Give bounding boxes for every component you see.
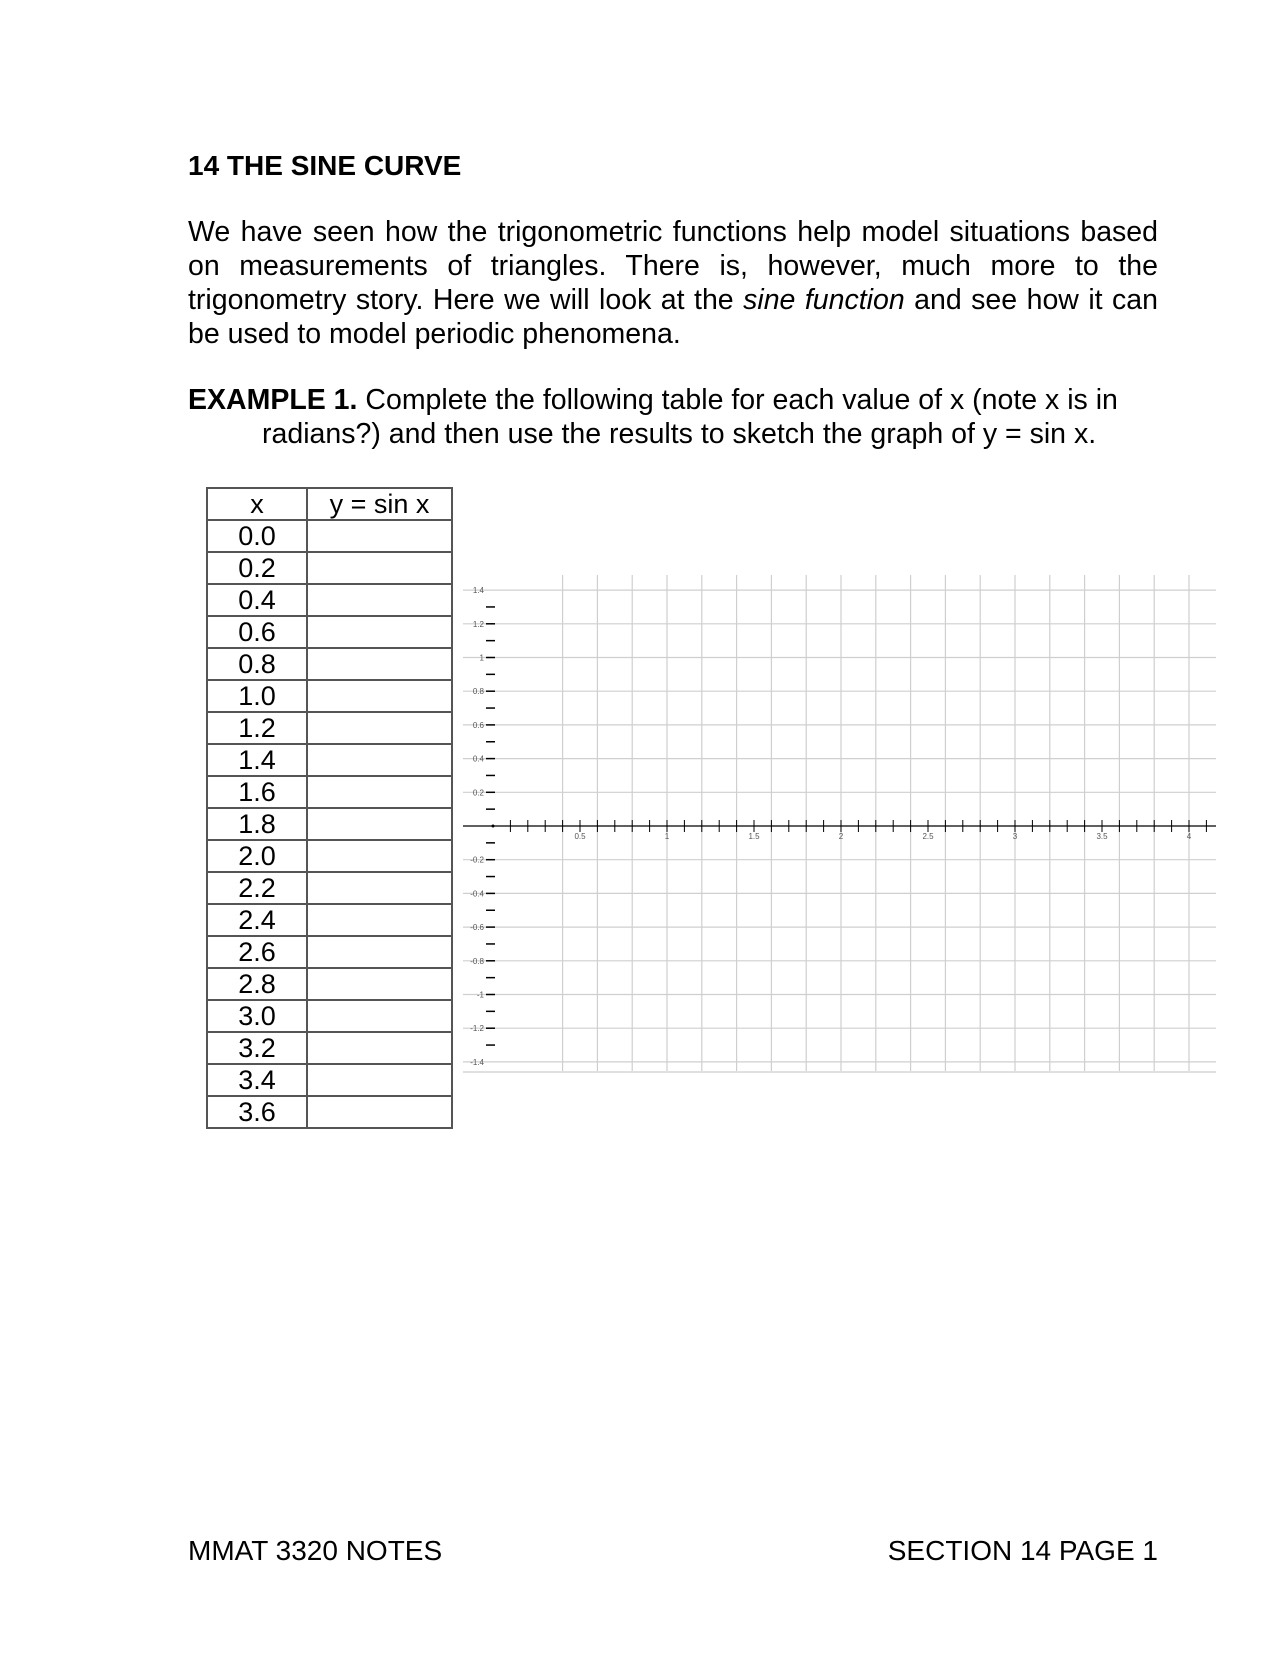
x-tick-label: 2 bbox=[838, 832, 844, 841]
intro-text: We have seen how the trigonometric functions help model situations based on measurements of triangles. There is, however, much more to the trigonometry story. Here we will look at the bbox=[188, 216, 1158, 316]
x-cell: 0.6 bbox=[207, 616, 307, 648]
x-cell: 3.4 bbox=[207, 1064, 307, 1096]
x-cell: 1.0 bbox=[207, 680, 307, 712]
header-y: y = sin x bbox=[307, 488, 452, 520]
x-tick-label: 1.5 bbox=[748, 832, 760, 841]
example-text: Complete the following table for each value of x (note x is in bbox=[357, 384, 1118, 416]
header-x: x bbox=[207, 488, 307, 520]
x-cell: 2.2 bbox=[207, 872, 307, 904]
y-tick-label: -1 bbox=[476, 990, 484, 1000]
intro-italic: sine function bbox=[743, 284, 905, 316]
origin-dot bbox=[492, 825, 495, 828]
x-cell: 1.8 bbox=[207, 808, 307, 840]
y-tick-label: -0.8 bbox=[470, 956, 484, 966]
x-tick-label: 2.5 bbox=[922, 832, 934, 841]
y-tick-label: 0.2 bbox=[472, 788, 484, 798]
footer-left: MMAT 3320 NOTES bbox=[188, 1535, 443, 1566]
x-cell: 2.0 bbox=[207, 840, 307, 872]
x-tick-label: 3 bbox=[1012, 832, 1018, 841]
x-cell: 1.2 bbox=[207, 712, 307, 744]
example-label: EXAMPLE 1. bbox=[188, 384, 358, 416]
x-tick-label: 4 bbox=[1186, 832, 1192, 841]
x-cell: 3.0 bbox=[207, 1000, 307, 1032]
x-tick-label: 0.5 bbox=[574, 832, 586, 841]
x-cell: 1.4 bbox=[207, 744, 307, 776]
y-tick-label: 0.6 bbox=[472, 720, 484, 730]
x-cell: 3.2 bbox=[207, 1032, 307, 1064]
y-tick-label: -0.6 bbox=[470, 923, 484, 933]
x-cell: 0.0 bbox=[207, 520, 307, 552]
x-cell: 2.6 bbox=[207, 936, 307, 968]
y-tick-label: 1 bbox=[479, 653, 484, 663]
example-text-2: radians?) and then use the results to sketch the graph of y = sin x. bbox=[262, 418, 1097, 450]
x-tick-label: 1 bbox=[664, 832, 670, 841]
y-tick-label: 0.8 bbox=[472, 687, 484, 697]
x-tick-label: 3.5 bbox=[1096, 832, 1108, 841]
x-cell: 3.6 bbox=[207, 1096, 307, 1128]
y-tick-label: 1.2 bbox=[472, 619, 484, 629]
x-cell: 0.2 bbox=[207, 552, 307, 584]
y-tick-label: -0.2 bbox=[470, 855, 484, 865]
y-tick-label: -1.2 bbox=[470, 1024, 484, 1034]
y-tick-label: 0.4 bbox=[472, 754, 484, 764]
y-tick-label: 1.4 bbox=[472, 586, 484, 596]
y-tick-label: -1.4 bbox=[470, 1057, 484, 1067]
x-cell: 1.6 bbox=[207, 776, 307, 808]
x-cell: 2.8 bbox=[207, 968, 307, 1000]
x-cell: 0.4 bbox=[207, 584, 307, 616]
section-title: 14 THE SINE CURVE bbox=[188, 150, 462, 181]
intro-text-end: and see how it can be used to model periodic phenomena. bbox=[188, 284, 1159, 350]
footer-right: SECTION 14 PAGE 1 bbox=[887, 1535, 1158, 1566]
x-cell: 0.8 bbox=[207, 648, 307, 680]
x-cell: 2.4 bbox=[207, 904, 307, 936]
y-tick-label: -0.4 bbox=[470, 889, 484, 899]
